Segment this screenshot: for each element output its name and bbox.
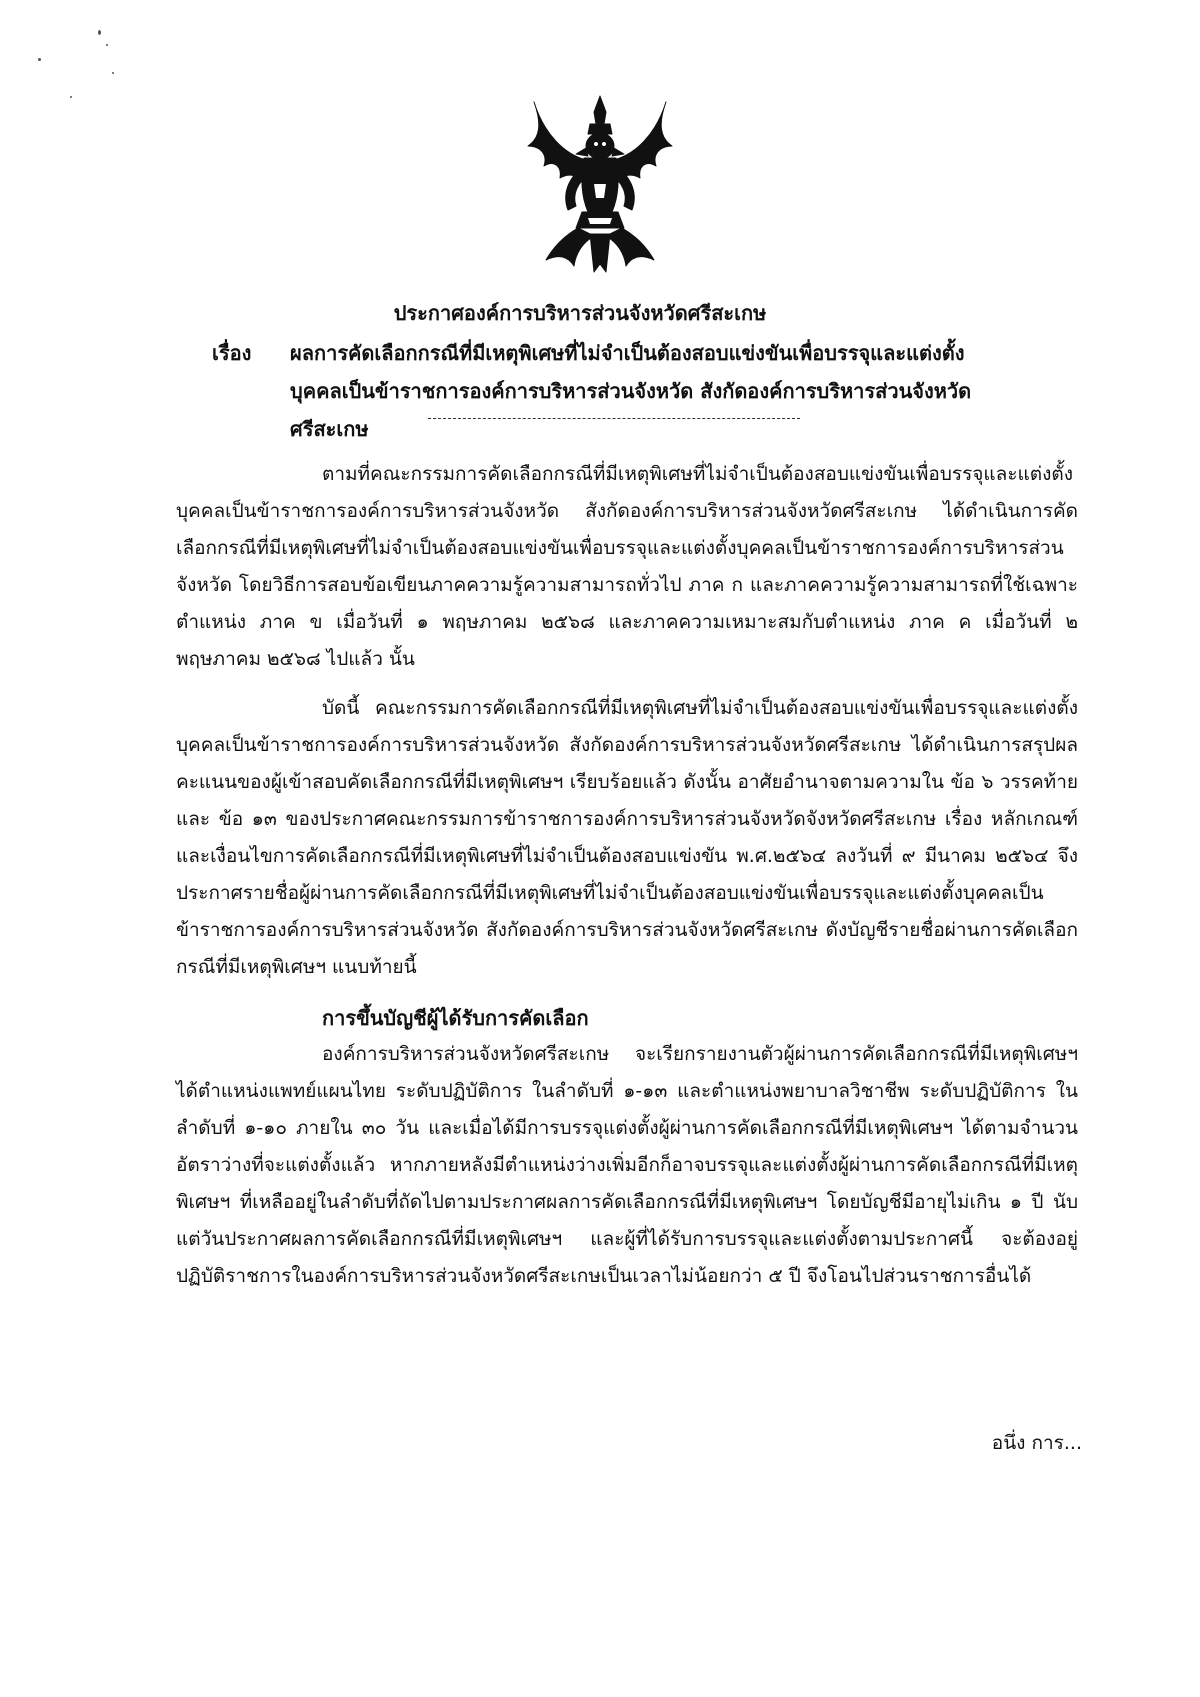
scan-speck [112,72,114,74]
body-paragraph-2: บัดนี้ คณะกรรมการคัดเลือกกรณีที่มีเหตุพิเศษที่ไม่จำเป็นต้องสอบแข่งขันเพื่อบรรจุและแต่งตั้งบุคคลเป็นข้าราชการองค์การบริหารส่วนจังหวัด สังกัดองค์การบริหารส่วนจังหวัดศรีสะเกษ ได้ดำเนินการสรุปผลคะแนนของผู้เข้าสอบคัดเลือกกรณีที่มีเหตุพิเศษฯ เรียบร้อยแล้ว ดังนั้น อาศัยอำนาจตามความใน ข้อ ๖ วรรคท้าย และ ข้อ ๑๓ ของประกาศคณะกรรมการข้าราชการองค์การบริหารส่วนจังหวัดจังหวัดศรีสะเกษ เรื่อง หลักเกณฑ์และเงื่อนไขการคัดเลือกกรณีที่มีเหตุพิเศษที่ไม่จำเป็นต้องสอบแข่งขัน พ.ศ.๒๕๖๔ ลงวันที่ ๙ มีนาคม ๒๕๖๔ จึงประกาศรายชื่อผู้ผ่านการคัดเลือกกรณีที่มีเหตุพิเศษที่ไม่จำเป็นต้องสอบแข่งขันเพื่อบรรจุและแต่งตั้งบุคคลเป็นข้าราชการองค์การบริหารส่วนจังหวัด สังกัดองค์การบริหารส่วนจังหวัดศรีสะเกษ ดังบัญชีรายชื่อผ่านการคัดเลือกกรณีที่มีเหตุพิเศษฯ แนบท้ายนี้ [176,697,1078,978]
scan-speck [70,96,72,98]
subject-label: เรื่อง [212,341,252,365]
announcement-title: ประกาศองค์การบริหารส่วนจังหวัดศรีสะเกษ [393,301,767,325]
section-heading: การขึ้นบัญชีผู้ได้รับการคัดเลือก [322,1006,589,1030]
scan-speck [106,44,108,46]
title-divider [428,418,800,419]
page-continuation: อนึ่ง การ... [991,1432,1082,1454]
scan-speck [98,30,101,35]
body-paragraph-1: ตามที่คณะกรรมการคัดเลือกกรณีที่มีเหตุพิเศษที่ไม่จำเป็นต้องสอบแข่งขันเพื่อบรรจุและแต่งตั้งบุคคลเป็นข้าราชการองค์การบริหารส่วนจังหวัด สังกัดองค์การบริหารส่วนจังหวัดศรีสะเกษ ได้ดำเนินการคัดเลือกกรณีที่มีเหตุพิเศษที่ไม่จำเป็นต้องสอบแข่งขันเพื่อบรรจุและแต่งตั้งบุคคลเป็นข้าราชการองค์การบริหารส่วนจังหวัด โดยวิธีการสอบข้อเขียนภาคความรู้ความสามารถทั่วไป ภาค ก และภาคความรู้ความสามารถที่ใช้เฉพาะตำแหน่ง ภาค ข เมื่อวันที่ ๑ พฤษภาคม ๒๕๖๘ และภาคความเหมาะสมกับตำแหน่ง ภาค ค เมื่อวันที่ ๒ พฤษภาคม ๒๕๖๘ ไปแล้ว นั้น [176,463,1078,670]
scan-speck [38,58,41,61]
section-paragraph: องค์การบริหารส่วนจังหวัดศรีสะเกษ จะเรียกรายงานตัวผู้ผ่านการคัดเลือกกรณีที่มีเหตุพิเศษฯ ได้ตำแหน่งแพทย์แผนไทย ระดับปฏิบัติการ ในลำดับที่ ๑-๑๓ และตำแหน่งพยาบาลวิชาชีพ ระดับปฏิบัติการ ในลำดับที่ ๑-๑๐ ภายใน ๓๐ วัน และเมื่อได้มีการบรรจุแต่งตั้งผู้ผ่านการคัดเลือกกรณีที่มีเหตุพิเศษฯ ได้ตามจำนวนอัตราว่างที่จะแต่งตั้งแล้ว หากภายหลังมีตำแหน่งว่างเพิ่มอีกก็อาจบรรจุและแต่งตั้งผู้ผ่านการคัดเลือกกรณีที่มีเหตุพิเศษฯ ที่เหลืออยู่ในลำดับที่ถัดไปตามประกาศผลการคัดเลือกกรณีที่มีเหตุพิเศษฯ โดยบัญชีมีอายุไม่เกิน ๑ ปี นับแต่วันประกาศผลการคัดเลือกกรณีที่มีเหตุพิเศษฯ และผู้ที่ได้รับการบรรจุและแต่งตั้งตามประกาศนี้ จะต้องอยู่ปฏิบัติราชการในองค์การบริหารส่วนจังหวัดศรีสะเกษเป็นเวลาไม่น้อยกว่า ๕ ปี จึงโอนไปส่วนราชการอื่นได้ [176,1043,1078,1287]
garuda-emblem-icon [524,94,676,276]
subject-text: ผลการคัดเลือกกรณีที่มีเหตุพิเศษที่ไม่จำเป็นต้องสอบแข่งขันเพื่อบรรจุและแต่งตั้งบุคคลเป็นข้าราชการองค์การบริหารส่วนจังหวัด สังกัดองค์การบริหารส่วนจังหวัดศรีสะเกษ [290,341,972,441]
